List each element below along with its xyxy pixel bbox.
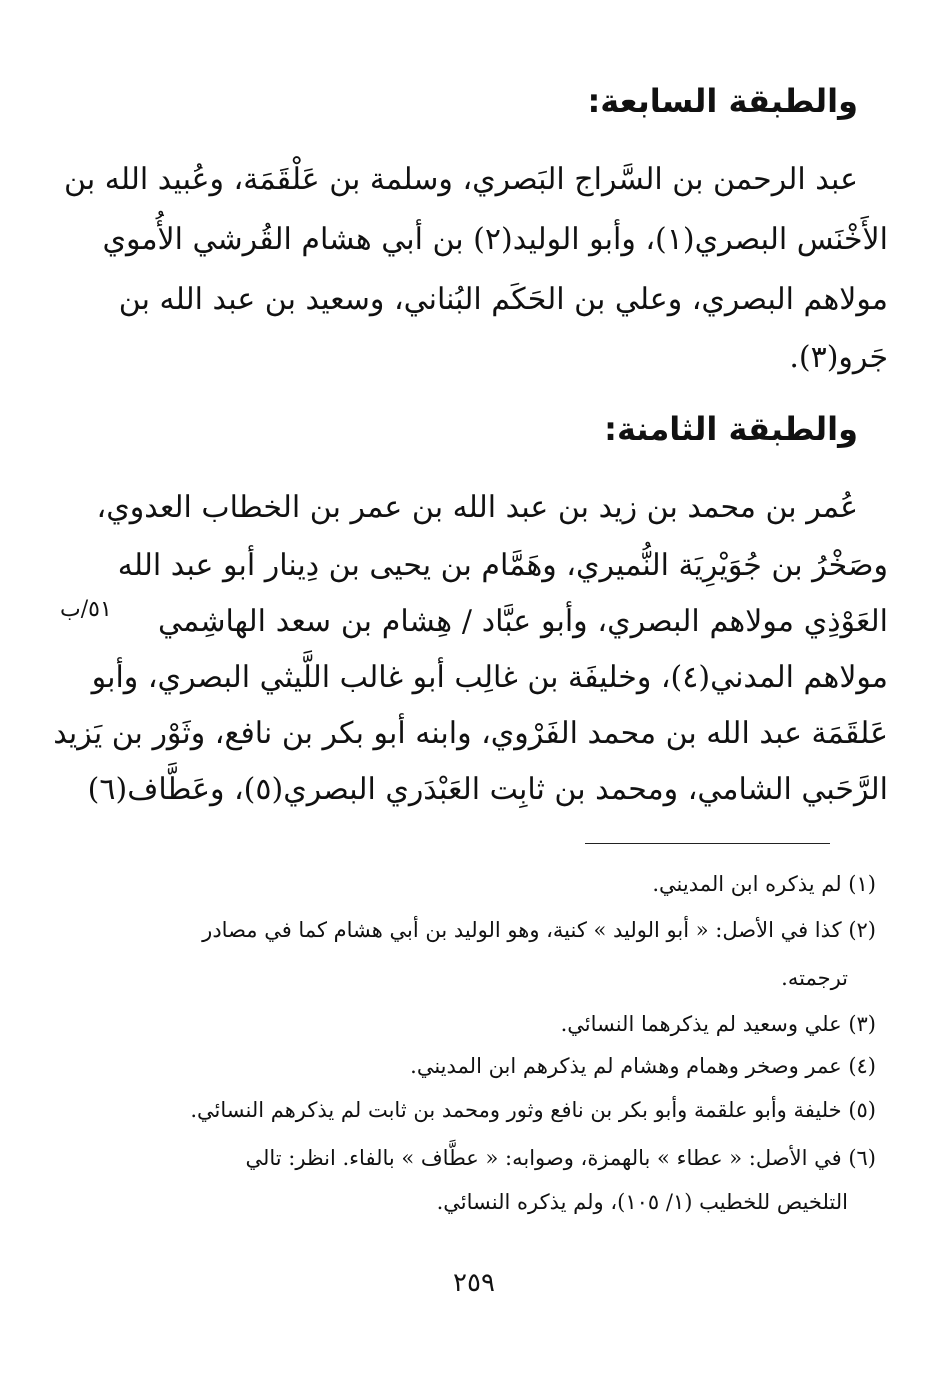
body-line: وصَخْرُ بن جُوَيْرِيَة النُّميري، وهَمَّام بن يحيى بن دِينار أبو عبد الله xyxy=(117,548,888,583)
body-line: جَرو(٣). xyxy=(789,340,888,375)
footnote: (٦) في الأصل: « عطاء » بالهمزة، وصوابه: « عطَّاف » بالفاء. انظر: تالي xyxy=(245,1146,876,1170)
footnote: (١) لم يذكره ابن المديني. xyxy=(652,872,876,896)
manuscript-folio-marker: ٥١/ب xyxy=(60,597,112,622)
footnote-divider xyxy=(585,843,830,844)
body-line: مولاهم البصري، وعلي بن الحَكَم البُناني، وسعيد بن عبد الله بن xyxy=(118,282,888,317)
footnote: (٣) علي وسعيد لم يذكرهما النسائي. xyxy=(560,1012,876,1036)
body-line: مولاهم المدني(٤)، وخليفَة بن غالِب أبو غالب اللَّيثي البصري، وأبو xyxy=(91,660,888,695)
footnote: (٤) عمر وصخر وهمام وهشام لم يذكرهم ابن المديني. xyxy=(410,1054,876,1078)
section-heading-eighth-tier: والطبقة الثامنة: xyxy=(604,410,858,448)
page-number: ٢٥٩ xyxy=(453,1268,495,1298)
body-line: العَوْذِي مولاهم البصري، وأبو عبَّاد / هِشام بن سعد الهاشِمي xyxy=(158,604,888,639)
body-line: الرَّحَبي الشامي، ومحمد بن ثابِت العَبْدَري البصري(٥)، وعَطَّاف(٦) xyxy=(87,772,888,807)
footnote-continuation: التلخيص للخطيب (١/ ١٠٥)، ولم يذكره النسائي. xyxy=(436,1190,848,1214)
section-heading-seventh-tier: والطبقة السابعة: xyxy=(587,82,858,120)
footnote: (٢) كذا في الأصل: « أبو الوليد » كنية، وهو الوليد بن أبي هشام كما في مصادر xyxy=(202,918,876,942)
body-line: عبد الرحمن بن السَّراج البَصري، وسلمة بن عَلْقَمَة، وعُبيد الله بن xyxy=(64,162,858,197)
footnote-continuation: ترجمته. xyxy=(781,966,848,990)
body-line: الأَخْنَس البصري(١)، وأبو الوليد(٢) بن أبي هشام القُرشي الأُموي xyxy=(102,222,888,257)
footnote: (٥) خليفة وأبو علقمة وأبو بكر بن نافع وثور ومحمد بن ثابت لم يذكرهم النسائي. xyxy=(190,1098,876,1122)
body-line: عُمر بن محمد بن زيد بن عبد الله بن عمر بن الخطاب العدوي، xyxy=(96,490,858,525)
body-line: عَلقَمَة عبد الله بن محمد الفَرْوي، وابنه أبو بكر بن نافع، وثَوْر بن يَزيد xyxy=(53,716,888,751)
